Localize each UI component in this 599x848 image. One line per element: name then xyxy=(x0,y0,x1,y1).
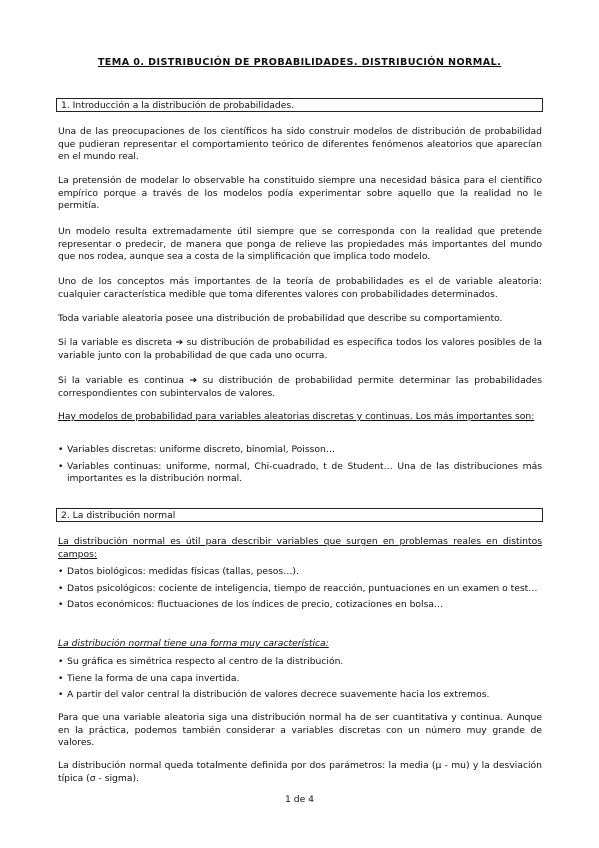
paragraph: Toda variable aleatoria posee una distribución de probabilidad que describe su comportamiento. xyxy=(58,313,503,324)
arrow-right-icon: ➔ xyxy=(189,375,198,386)
list-item: • Datos económicos: fluctuaciones de los índices de precio, cotizaciones en bolsa… xyxy=(58,599,542,612)
list-item: • Variables continuas: uniforme, normal, Chi-cuadrado, t de Student… Una de las distribuciones más importantes es la distribución normal. xyxy=(58,461,542,486)
list-item: • A partir del valor central la distribución de valores decrece suavemente hacia los extremos. xyxy=(58,689,542,702)
paragraph: Una de las preocupaciones de los científicos ha sido construir modelos de distribución de probabilidad que pudieran representar el comportamiento teórico de diferentes fenómenos aleatorios que aparecían en el mundo real. xyxy=(58,126,542,163)
arrow-right-icon: ➔ xyxy=(175,337,184,348)
paragraph: La distribución normal queda totalmente definida por dos parámetros: la media (μ - mu) y la desviación típica (σ - sigma). xyxy=(58,760,542,784)
document-title: TEMA 0. DISTRIBUCIÓN DE PROBABILIDADES. DISTRIBUCIÓN NORMAL. xyxy=(97,57,502,68)
paragraph: La pretensión de modelar lo observable ha constituido siempre una necesidad básica para el científico empírico porque a través de los modelos podía experimentar sobre aquello que la realidad no le permitía. xyxy=(58,175,542,212)
paragraph-continuous xyxy=(58,375,542,400)
list-item: • Su gráfica es simétrica respecto al centro de la distribución. xyxy=(58,656,542,669)
text-fragment: su distribución de probabilidad permite determinar las probabilidades correspondientes con subintervalos de valores. xyxy=(58,375,542,399)
section-2-heading: 2. La distribución normal xyxy=(56,508,543,522)
list-item: • Datos psicológicos: cociente de inteligencia, tiempo de reacción, puntuaciones en un examen o test… xyxy=(58,583,542,596)
paragraph-underlined: Hay modelos de probabilidad para variables aleatorias discretas y continuas. Los más importantes son: xyxy=(58,411,535,422)
paragraph: Un modelo resulta extremadamente útil siempre que se corresponda con la realidad que pretende representar o predecir, de manera que ponga de relieve las propiedades más importantes del mundo que nos rodea, aunque sea a costa de la simplificación que implica todo modelo. xyxy=(58,226,542,263)
paragraph-discrete xyxy=(58,337,542,362)
paragraph-underlined-italic: La distribución normal tiene una forma muy característica: xyxy=(58,638,329,649)
list-item: • Datos biológicos: medidas físicas (tallas, pesos…). xyxy=(58,566,542,579)
bullet-list xyxy=(58,444,542,490)
text-fragment: Si la variable es discreta xyxy=(58,337,176,348)
page-number: 1 de 4 xyxy=(284,794,315,805)
bullet-list xyxy=(58,656,542,706)
section-1-heading: 1. Introducción a la distribución de probabilidades. xyxy=(56,98,543,112)
list-item: • Tiene la forma de una capa invertida. xyxy=(58,673,542,686)
bullet-list xyxy=(58,566,542,616)
text-fragment: Si la variable es continua xyxy=(58,375,190,386)
list-item: • Variables discretas: uniforme discreto, binomial, Poisson… xyxy=(58,444,542,457)
paragraph: Uno de los conceptos más importantes de la teoría de probabilidades es el de variable aleatoria: cualquier característica medible que toma diferentes valores con probabilidades determinados. xyxy=(58,276,542,300)
paragraph: Para que una variable aleatoria siga una distribución normal ha de ser cuantitativa y continua. Aunque en la práctica, podemos también considerar a variables discretas con un número muy grande de valores. xyxy=(58,712,542,749)
text-fragment: su distribución de probabilidad es especifica todos los valores posibles de la variable junto con la probabilidad de que cada uno ocurra. xyxy=(58,337,542,361)
paragraph-underlined: La distribución normal es útil para describir variables que surgen en problemas reales en distintos campos: xyxy=(58,536,542,560)
